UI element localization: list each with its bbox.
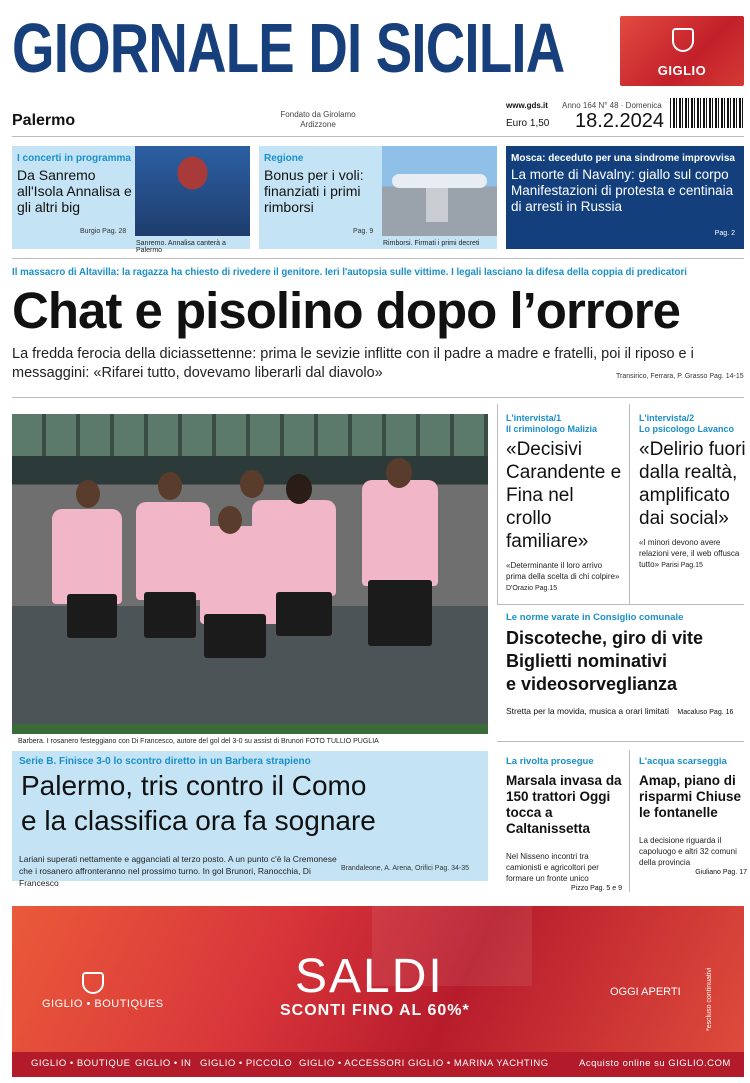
website[interactable]: www.gds.it bbox=[506, 101, 548, 110]
teaser-kicker: Regione bbox=[264, 153, 304, 164]
price: Euro 1,50 bbox=[506, 118, 550, 129]
divider bbox=[629, 404, 630, 604]
marsala-story[interactable] bbox=[506, 756, 622, 892]
interview-kicker: L'intervista/2 bbox=[639, 413, 695, 423]
sport-headline-line: Palermo, tris contro il Como bbox=[21, 770, 367, 801]
sponsor-logo-label: GIGLIO bbox=[657, 63, 707, 78]
disco-story[interactable] bbox=[506, 612, 746, 716]
player-shorts bbox=[67, 594, 117, 638]
sport-credit: Brandaleone, A. Arena, Orifici Pag. 34-35 bbox=[341, 865, 470, 872]
player-figure bbox=[136, 502, 210, 600]
lead-deck: La fredda ferocia della diciassettenne: prima le sevizie inflitte con il padre a madre e fratelli, poi il riposo e i messaggini: «Rifarei tutto, dovevamo liberarli dal diavolo» bbox=[12, 346, 694, 381]
ad-footer-item[interactable]: GIGLIO • PICCOLO bbox=[200, 1058, 293, 1069]
giglio-ad[interactable] bbox=[12, 906, 744, 1077]
divider bbox=[497, 604, 744, 605]
player-head bbox=[240, 470, 264, 498]
barcode-icon bbox=[670, 98, 744, 128]
disco-kicker: Le norme varate in Consiglio comunale bbox=[506, 612, 684, 623]
city-edition: Palermo bbox=[12, 112, 76, 129]
photo-caption: Barbera. I rosanero festeggiano con Di Francesco, autore del gol del 3-0 su assist di Brunori FOTO TULLIO PUGLIA bbox=[18, 738, 379, 745]
divider bbox=[497, 741, 744, 742]
interview-kicker: Il criminologo Malizia bbox=[506, 424, 598, 434]
ad-footer-item[interactable]: GIGLIO • MARINA YACHTING bbox=[408, 1058, 549, 1069]
interview-1[interactable] bbox=[506, 413, 624, 594]
disco-deck: Stretta per la movida, musica a orari limitati bbox=[506, 706, 669, 716]
sport-story[interactable] bbox=[12, 751, 488, 888]
teaser-sanremo[interactable] bbox=[12, 146, 250, 254]
celebration-photo[interactable] bbox=[12, 414, 488, 734]
divider bbox=[12, 397, 744, 398]
player-shorts bbox=[276, 592, 332, 636]
disco-deck-row bbox=[506, 706, 746, 716]
ad-title: SALDI bbox=[295, 950, 444, 1003]
player-head bbox=[158, 472, 182, 500]
teaser-voli[interactable] bbox=[259, 146, 497, 249]
teaser-kicker: Mosca: deceduto per una sindrome improvvisa bbox=[511, 153, 735, 164]
amap-deck: La decisione riguarda il capoluogo e altri 32 comuni della provincia bbox=[639, 836, 737, 867]
divider bbox=[629, 750, 630, 892]
player-shorts bbox=[368, 580, 432, 646]
ad-footer-item[interactable]: GIGLIO • BOUTIQUE bbox=[31, 1058, 131, 1069]
player-figure bbox=[252, 500, 336, 596]
interview-deck-text: «I minori devono avere relazioni vere, il web offusca tutto» bbox=[639, 538, 740, 569]
player-shorts bbox=[204, 614, 266, 658]
teaser-caption: Sanremo. Annalisa canterà a Palermo bbox=[136, 240, 226, 254]
player-shorts bbox=[144, 592, 196, 638]
interview-credit: D'Orazio Pag.15 bbox=[506, 585, 558, 592]
teaser-page: Pag. 9 bbox=[353, 228, 374, 235]
lily-icon bbox=[672, 28, 694, 52]
divider bbox=[12, 136, 744, 137]
marsala-kicker: La rivolta prosegue bbox=[506, 756, 594, 767]
lily-icon bbox=[82, 972, 104, 994]
stadium-stand bbox=[12, 414, 488, 456]
teaser-page: Pag. 2 bbox=[714, 230, 735, 237]
interview-headline: «Decisivi Carandente e Fina nel crollo familiare» bbox=[506, 439, 622, 552]
disco-headline-line: Biglietti nominativi bbox=[506, 651, 668, 671]
marsala-deck: Nel Nisseno incontri tra camionisti e agricoltori per formare un fronte unico bbox=[506, 852, 599, 883]
ad-footer-item[interactable]: GIGLIO • ACCESSORI bbox=[299, 1058, 405, 1069]
plane-photo bbox=[382, 146, 497, 236]
interview-credit: Parisi Pag.15 bbox=[661, 562, 703, 569]
amap-kicker: L'acqua scarseggia bbox=[639, 756, 727, 767]
amap-headline: Amap, piano di risparmi Chiuse le fontanelle bbox=[639, 773, 742, 820]
lead-credit: Transirico, Ferrara, P. Grasso Pag. 14-15 bbox=[616, 373, 744, 380]
lead-kicker: Il massacro di Altavilla: la ragazza ha chiesto di rivedere il genitore. Ieri l'autopsia sulle vittime. I legali lasciano la difesa della coppia di predicatori bbox=[12, 267, 687, 278]
teaser-navalny[interactable] bbox=[506, 146, 744, 249]
player-head bbox=[218, 506, 242, 534]
sport-kicker: Serie B. Finisce 3-0 lo scontro diretto in un Barbera strapieno bbox=[19, 756, 311, 767]
player-head bbox=[386, 458, 412, 488]
teaser-kicker: I concerti in programma bbox=[17, 153, 131, 164]
disco-headline-line: Discoteche, giro di vite bbox=[506, 628, 704, 648]
airplane-icon bbox=[392, 174, 487, 188]
interview-2[interactable] bbox=[639, 413, 747, 571]
stairs-icon bbox=[426, 188, 448, 222]
disco-headline bbox=[506, 627, 746, 696]
teaser-page: Burgio Pag. 28 bbox=[80, 228, 127, 235]
amap-credit: Giuliano Pag. 17 bbox=[695, 869, 747, 876]
ad-note: *escluso continuativi bbox=[706, 967, 713, 1031]
sport-headline bbox=[21, 768, 376, 838]
issue-number: Anno 164 N° 48 · Domenica bbox=[562, 101, 662, 110]
pitch-turf bbox=[12, 724, 488, 734]
disco-credit: Macaluso Pag. 16 bbox=[677, 709, 734, 716]
teaser-text: La morte di Navalny: giallo sul corpo Manifestazioni di protesta e centinaia di arresti in Russia bbox=[511, 167, 734, 214]
founded-note: Fondato da Girolamo Ardizzone bbox=[280, 110, 356, 129]
player-head bbox=[76, 480, 100, 508]
interview-kicker: L'intervista/1 bbox=[506, 413, 562, 423]
amap-story[interactable] bbox=[639, 756, 747, 876]
interview-deck bbox=[639, 537, 747, 571]
lead-headline[interactable]: Chat e pisolino dopo l’orrore bbox=[12, 282, 681, 339]
ad-footer-item[interactable]: GIGLIO • IN bbox=[135, 1058, 192, 1069]
ad-brand: GIGLIO • BOUTIQUES bbox=[42, 998, 164, 1010]
divider bbox=[497, 404, 498, 604]
interview-deck-text: «Determinante il loro arrivo prima della scelta di chi colpire» bbox=[506, 561, 620, 581]
teaser-text: Bonus per i voli: finanziati i primi rimborsi bbox=[264, 167, 364, 215]
teaser-text: Da Sanremo all'Isola Annalisa e gli altri big bbox=[17, 167, 132, 215]
interview-kicker: Lo psicologo Lavanco bbox=[639, 424, 735, 434]
singer-photo bbox=[135, 146, 250, 236]
issue-date: 18.2.2024 bbox=[575, 110, 664, 132]
sport-headline-line: e la classifica ora fa sognare bbox=[21, 805, 376, 836]
player-head bbox=[286, 474, 312, 504]
marsala-headline: Marsala invasa da 150 trattori Oggi tocca a Caltanissetta bbox=[506, 773, 622, 836]
ad-footer-item[interactable]: Acquisto online su GIGLIO.COM bbox=[579, 1058, 731, 1069]
teaser-caption: Rimborsi. Firmati i primi decreti bbox=[383, 240, 480, 247]
player-figure bbox=[52, 509, 122, 604]
marsala-credit: Pizzo Pag. 5 e 9 bbox=[571, 885, 622, 892]
sponsor-logo[interactable] bbox=[620, 16, 744, 86]
divider bbox=[12, 258, 744, 259]
masthead-title: GIORNALE DI SICILIA bbox=[12, 9, 565, 87]
ad-subtitle: SCONTI FINO AL 60%* bbox=[280, 1002, 470, 1019]
interview-deck bbox=[506, 560, 624, 594]
disco-headline-line: e videosorveglianza bbox=[506, 674, 678, 694]
sport-deck: Lariani superati nettamente e agganciati al terzo posto. A un punto c'è la Cremonese che i rosanero affronteranno nel prossimo turno. In gol Brunori, Ranocchia, Di Francesco bbox=[19, 854, 337, 888]
ad-open: OGGI APERTI bbox=[610, 986, 681, 998]
player-figure bbox=[362, 480, 438, 586]
interview-headline: «Delirio fuori dalla realtà, amplificato dai social» bbox=[639, 439, 746, 529]
